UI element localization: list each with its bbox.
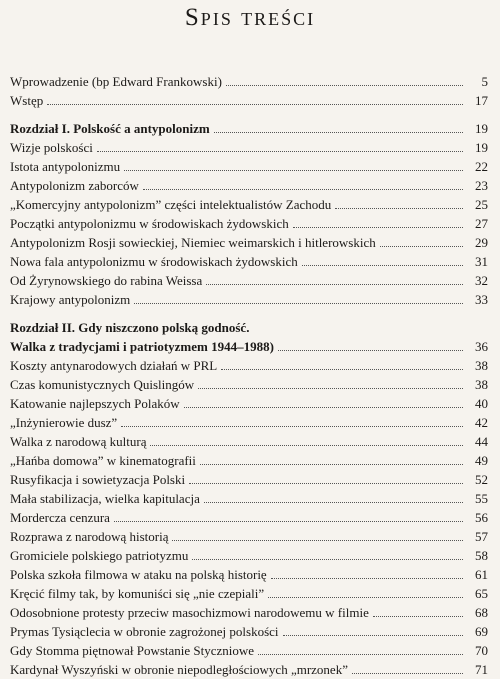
- toc-entry-page: 57: [475, 529, 488, 544]
- toc-entry: [10, 622, 488, 641]
- dot-leader: [268, 596, 463, 598]
- toc-entry-title: Katowanie najlepszych Polaków: [10, 396, 180, 411]
- chapter-1-title: Rozdział I. Polskość a antypolonizm: [10, 121, 210, 136]
- dot-leader: [293, 226, 463, 228]
- toc-entry: [10, 356, 488, 375]
- section-gap: [10, 309, 488, 318]
- toc-entry: [10, 138, 488, 157]
- dot-leader: [226, 84, 463, 86]
- toc-entry-page: 49: [475, 453, 488, 468]
- toc-entry: [10, 451, 488, 470]
- toc-entry-page: 27: [475, 216, 488, 231]
- toc-entry-title: Wizje polskości: [10, 140, 93, 155]
- toc-entry-page: 38: [475, 377, 488, 392]
- dot-leader: [198, 387, 463, 389]
- dot-leader: [143, 188, 463, 190]
- toc-entry-title: Kręcić filmy tak, by komuniści się „nie czepiali”: [10, 586, 265, 601]
- toc-entry-title: Gdy Stomma piętnował Powstanie Styczniowe: [10, 643, 255, 658]
- toc-entry-title: Gromiciele polskiego patriotyzmu: [10, 548, 189, 563]
- dot-leader: [124, 169, 463, 171]
- toc-entry-title: Rusyfikacja i sowietyzacja Polski: [10, 472, 186, 487]
- toc-entry-page: 58: [475, 548, 488, 563]
- toc-entry-page: 52: [475, 472, 488, 487]
- toc-entry: [10, 233, 488, 252]
- dot-leader: [134, 302, 463, 304]
- toc-entry-title: Walka z narodową kulturą: [10, 434, 147, 449]
- toc-entry-title: Początki antypolonizmu w środowiskach żydowskich: [10, 216, 289, 231]
- toc-entry-page: 65: [475, 586, 488, 601]
- page-title: Spis treści: [184, 4, 316, 31]
- toc-entry: [10, 271, 488, 290]
- toc-entry-title: „Komercyjny antypolonizm” części intelektualistów Zachodu: [10, 197, 332, 212]
- toc-entry-page: 38: [475, 358, 488, 373]
- dot-leader: [184, 406, 463, 408]
- section-gap: [10, 110, 488, 119]
- dot-leader: [352, 672, 463, 674]
- front-matter-list: [10, 72, 488, 110]
- toc-entry: [10, 546, 488, 565]
- chapter-1-page: 19: [475, 121, 488, 136]
- toc-entry: [10, 375, 488, 394]
- toc-entry: [10, 641, 488, 660]
- toc-entry-page: 32: [475, 273, 488, 288]
- toc-entry-page: 56: [475, 510, 488, 525]
- toc-entry-page: 68: [475, 605, 488, 620]
- toc-entry-title: Nowa fala antypolonizmu w środowiskach żydowskich: [10, 254, 298, 269]
- toc-entry-page: 17: [475, 93, 488, 108]
- toc-entry-page: 29: [475, 235, 488, 250]
- toc-entry-page: 31: [475, 254, 488, 269]
- toc-entry-title: Od Żyrynowskiego do rabina Weissa: [10, 273, 203, 288]
- table-of-contents: [10, 72, 488, 679]
- toc-entry-page: 70: [475, 643, 488, 658]
- chapter-2-title-line-2: Walka z tradycjami i patriotyzmem 1944–1988): [10, 339, 274, 354]
- toc-entry-title: Czas komunistycznych Quislingów: [10, 377, 195, 392]
- dot-leader: [283, 634, 463, 636]
- chapter-1-heading: [10, 119, 488, 138]
- toc-entry-title: Wprowadzenie (bp Edward Frankowski): [10, 74, 222, 89]
- toc-entry-title: Istota antypolonizmu: [10, 159, 121, 174]
- toc-entry-title: Prymas Tysiąclecia w obronie zagrożonej polskości: [10, 624, 279, 639]
- toc-entry-title: Polska szkoła filmowa w ataku na polską historię: [10, 567, 267, 582]
- toc-entry-page: 44: [475, 434, 488, 449]
- dot-leader: [214, 131, 463, 133]
- toc-entry-page: 33: [475, 292, 488, 307]
- toc-entry: [10, 527, 488, 546]
- dot-leader: [278, 349, 463, 351]
- dot-leader: [189, 482, 463, 484]
- chapter-1-entries: [10, 138, 488, 309]
- toc-entry: [10, 470, 488, 489]
- chapter-2-title-line-1: Rozdział II. Gdy niszczono polską godność.: [10, 320, 250, 335]
- toc-entry-title: Antypolonizm zaborców: [10, 178, 139, 193]
- toc-entry-page: 42: [475, 415, 488, 430]
- toc-entry-title: Mała stabilizacja, wielka kapitulacja: [10, 491, 200, 506]
- dot-leader: [192, 558, 463, 560]
- toc-entry: [10, 489, 488, 508]
- toc-entry-page: 19: [475, 140, 488, 155]
- toc-entry-title: Mordercza cenzura: [10, 510, 110, 525]
- toc-entry-title: Wstęp: [10, 93, 44, 108]
- dot-leader: [121, 425, 463, 427]
- toc-entry-title: „Hańba domowa” w kinematografii: [10, 453, 196, 468]
- toc-entry-title: Rozprawa z narodową historią: [10, 529, 169, 544]
- toc-entry: [10, 565, 488, 584]
- dot-leader: [206, 283, 463, 285]
- toc-entry: [10, 252, 488, 271]
- toc-entry: [10, 176, 488, 195]
- toc-entry: [10, 91, 488, 110]
- toc-entry-page: 61: [475, 567, 488, 582]
- dot-leader: [271, 577, 463, 579]
- chapter-2-entries: [10, 356, 488, 679]
- toc-entry: [10, 214, 488, 233]
- toc-entry-page: 71: [475, 662, 488, 677]
- chapter-2-heading: [10, 337, 488, 356]
- toc-entry: [10, 660, 488, 679]
- toc-entry-title: Antypolonizm Rosji sowieckiej, Niemiec weimarskich i hitlerowskich: [10, 235, 376, 250]
- dot-leader: [335, 207, 463, 209]
- toc-entry: [10, 290, 488, 309]
- dot-leader: [373, 615, 463, 617]
- toc-entry-title: Koszty antynarodowych działań w PRL: [10, 358, 218, 373]
- dot-leader: [380, 245, 463, 247]
- toc-entry: [10, 432, 488, 451]
- toc-entry: [10, 508, 488, 527]
- dot-leader: [200, 463, 463, 465]
- toc-entry: [10, 195, 488, 214]
- toc-entry-page: 40: [475, 396, 488, 411]
- toc-entry-page: 69: [475, 624, 488, 639]
- toc-entry: [10, 584, 488, 603]
- toc-entry: [10, 603, 488, 622]
- toc-entry: [10, 157, 488, 176]
- toc-entry-page: 22: [475, 159, 488, 174]
- dot-leader: [258, 653, 463, 655]
- dot-leader: [172, 539, 463, 541]
- dot-leader: [47, 103, 463, 105]
- toc-entry-title: Odosobnione protesty przeciw masochizmowi narodowemu w filmie: [10, 605, 369, 620]
- toc-entry-page: 55: [475, 491, 488, 506]
- dot-leader: [114, 520, 463, 522]
- toc-entry-title: Krajowy antypolonizm: [10, 292, 131, 307]
- dot-leader: [302, 264, 463, 266]
- dot-leader: [97, 150, 463, 152]
- toc-entry-title: Kardynał Wyszyński w obronie niepodległościowych „mrzonek”: [10, 662, 348, 677]
- toc-entry: [10, 413, 488, 432]
- chapter-2-page: 36: [475, 339, 488, 354]
- toc-entry: [10, 394, 488, 413]
- dot-leader: [204, 501, 463, 503]
- toc-entry-page: 25: [475, 197, 488, 212]
- toc-entry-page: 23: [475, 178, 488, 193]
- toc-entry-title: „Inżynierowie dusz”: [10, 415, 118, 430]
- toc-entry-page: 5: [481, 74, 488, 89]
- dot-leader: [221, 368, 463, 370]
- toc-entry: [10, 72, 488, 91]
- dot-leader: [150, 444, 463, 446]
